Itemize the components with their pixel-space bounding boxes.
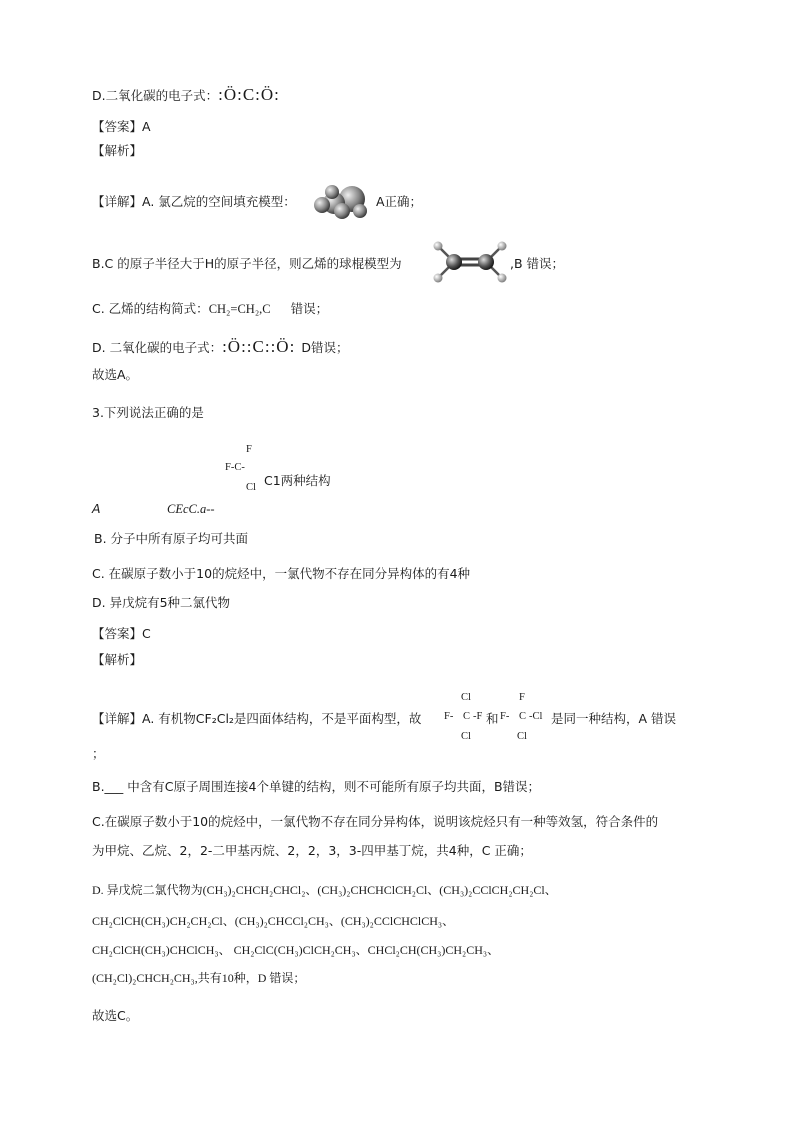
q3-detail-d-line4: (CH₂Cl)₂CHCH₂CH₃,共有10种，D 错误； [92,971,306,985]
q3-stem: 3.下列说法正确的是 [92,405,204,420]
cf2cl2-structure-top: F [246,444,252,455]
struct2-c: C [519,711,527,722]
answer-tag: 【答案】 [92,119,143,134]
q3-conclusion: 故选C。 [92,1008,139,1023]
q3-detail-a-tail: 是同一种结构，A 错误 [551,711,677,726]
struct2-left: F- [500,711,510,722]
co2-electron-formula: :Ö:C:Ö: [218,85,280,104]
q3-detail-d-line1: D. 异戊烷二氯代物为(CH₃)₂CHCH₂CHCl₂、(CH₃)₂CHCHClCH₂Cl、(CH₃)₂CClCH₂CH₂Cl、 [92,883,557,897]
q2-answer [92,118,151,136]
q3-detail-d-line2: CH₂ClCH(CH₃)CH₂CH₂Cl、(CH₃)₂CHCCl₂CH₃、(CH₃)₂CClCHClCH₃、 [92,914,455,928]
q3-detail-a-semicolon: ； [92,746,105,761]
detail-tag-q3: 【详解】 [92,711,143,726]
q3-option-a-text: CEcC.a-- [167,502,215,516]
q3-detail-b: B.___ 中含有C原子周围连接4个单键的结构，则不可能所有原子均共面，B错误； [92,779,541,794]
co2-electron-formula-2: :Ö::C::Ö: [222,337,296,356]
q3-detail-a-text: A. 有机物CF₂Cl₂是四面体结构，不是平面构型，故 [142,711,422,726]
q3-option-d: D. 异戊烷有5种二氯代物 [92,595,231,610]
struct2-right: -Cl [529,711,543,722]
q2-option-d [92,86,280,105]
q2-detail-b-result: ,B 错误； [510,256,565,271]
q2-option-d-label: D.二氧化碳的电子式： [92,88,219,103]
q2-detail-c [92,300,328,318]
q2-detail-d-result: D错误； [301,340,349,355]
struct1-right: -F [473,711,483,722]
q3-detail-a [92,710,421,728]
struct2-top: F [519,692,525,703]
q3-option-a-letter: A [92,501,101,516]
q2-detail-d [92,338,348,357]
cf2cl2-structure-mid: F-C- [225,462,245,473]
ethylene-formula: CH₂=CH₂,C [208,302,271,316]
q2-detail-d-text: D. 二氧化碳的电子式： [92,340,223,355]
q3-detail-a-mid: 和 [486,711,499,726]
struct2-bot: Cl [517,731,527,742]
q3-detail-c-line2: 为甲烷、乙烷、2，2-二甲基丙烷、2，2，3，3-四甲基丁烷，共4种，C 正确； [92,843,532,858]
q2-detail-c-result: 错误； [290,301,329,316]
q3-analysis-tag: 【解析】 [92,652,143,667]
q3-option-c: C. 在碳原子数小于10的烷烃中，一氯代物不存在同分异构体的有4种 [92,566,471,581]
struct1-left: F- [444,711,454,722]
q2-detail-a [92,193,296,211]
answer-value-q3: C [142,626,151,641]
q2-detail-b: B.C 的原子半径大于H的原子半径，则乙烯的球棍模型为 [92,256,402,271]
chloroethane-space-filling-model-icon [312,183,370,221]
cf2cl2-structure-bot: Cl [246,482,256,493]
answer-tag-q3: 【答案】 [92,626,143,641]
q3-option-a-suffix: C1两种结构 [264,473,331,488]
struct1-bot: Cl [461,731,471,742]
detail-tag: 【详解】 [92,194,143,209]
q3-answer [92,625,151,643]
q3-detail-c-line1: C.在碳原子数小于10的烷烃中，一氯代物不存在同分异构体，说明该烷烃只有一种等效氢，符合条件的 [92,814,659,829]
struct1-c: C [463,711,471,722]
q2-analysis-tag: 【解析】 [92,143,143,158]
q3-detail-d-line3: CH₂ClCH(CH₃)CHClCH₃、 CH₂ClC(CH₃)ClCH₂CH₃、CHCl₂CH(CH₃)CH₂CH₃、 [92,943,500,957]
q2-detail-a-result: A正确； [376,194,423,209]
q2-detail-c-text: C. 乙烯的结构简式： [92,301,209,316]
ethylene-ball-stick-model-icon [428,240,512,284]
answer-value: A [142,119,151,134]
q2-detail-a-text: A. 氯乙烷的空间填充模型： [142,194,296,209]
struct1-top: Cl [461,692,471,703]
q3-option-b: B. 分子中所有原子均可共面 [94,531,249,546]
q2-conclusion: 故选A。 [92,367,139,382]
